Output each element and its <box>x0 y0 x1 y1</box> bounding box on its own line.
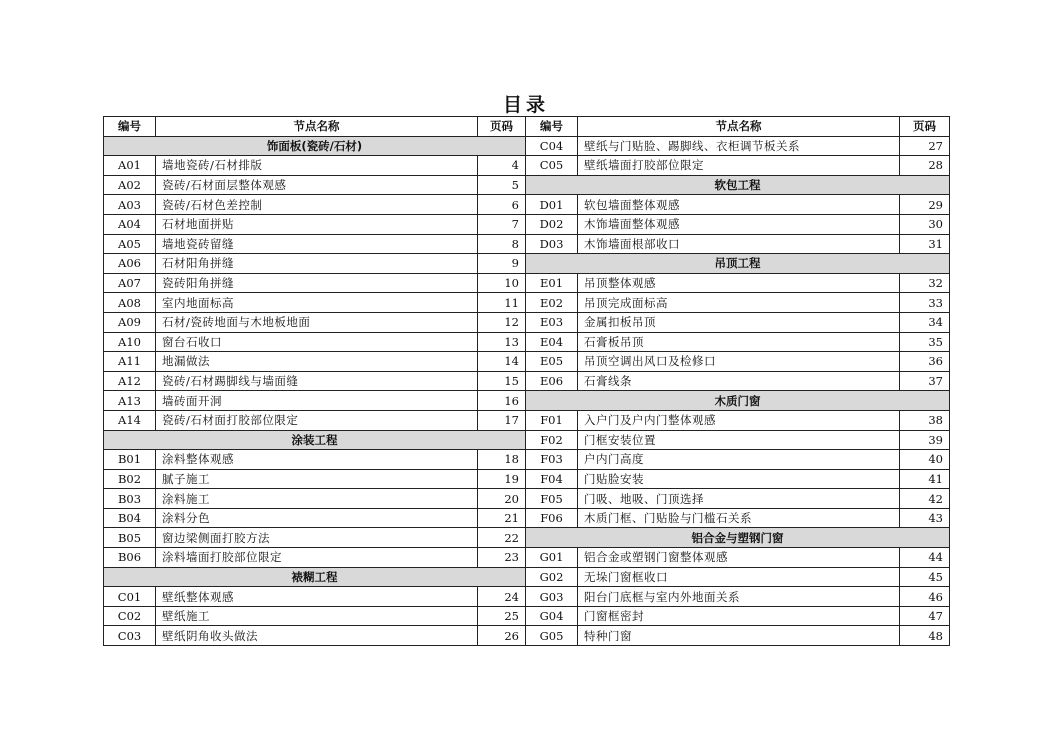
section-row <box>104 430 526 450</box>
toc-entry-row <box>526 430 950 450</box>
entry-code: C04 <box>526 136 578 156</box>
entry-code: G03 <box>526 587 578 607</box>
entry-name: 石材阳角拼缝 <box>156 254 478 274</box>
entry-page: 44 <box>900 548 950 568</box>
entry-name: 涂料墙面打胶部位限定 <box>156 548 478 568</box>
entry-name: 窗边梁侧面打胶方法 <box>156 528 478 548</box>
entry-page: 24 <box>478 587 526 607</box>
toc-entry-row <box>526 136 950 156</box>
toc-entry-row <box>104 273 526 293</box>
header-code: 编号 <box>104 117 156 137</box>
entry-name: 软包墙面整体观感 <box>578 195 900 215</box>
entry-code: C03 <box>104 626 156 646</box>
toc-entry-row <box>104 332 526 352</box>
entry-page: 30 <box>900 214 950 234</box>
toc-entry-row <box>526 469 950 489</box>
entry-name: 门框安装位置 <box>578 430 900 450</box>
entry-code: B05 <box>104 528 156 548</box>
entry-name: 铝合金或塑钢门窗整体观感 <box>578 548 900 568</box>
entry-page: 9 <box>478 254 526 274</box>
entry-page: 26 <box>478 626 526 646</box>
entry-name: 腻子施工 <box>156 469 478 489</box>
toc-entry-row <box>104 156 526 176</box>
entry-code: G01 <box>526 548 578 568</box>
section-row <box>526 391 950 411</box>
entry-page: 43 <box>900 508 950 528</box>
entry-code: A09 <box>104 312 156 332</box>
entry-code: D03 <box>526 234 578 254</box>
entry-name: 涂料分色 <box>156 508 478 528</box>
toc-entry-row <box>104 312 526 332</box>
entry-code: A06 <box>104 254 156 274</box>
entry-page: 32 <box>900 273 950 293</box>
entry-page: 37 <box>900 371 950 391</box>
entry-code: C01 <box>104 587 156 607</box>
entry-name: 无垛门窗框收口 <box>578 567 900 587</box>
toc-entry-row <box>104 450 526 470</box>
entry-page: 34 <box>900 312 950 332</box>
toc-entry-row <box>104 352 526 372</box>
entry-page: 13 <box>478 332 526 352</box>
entry-page: 47 <box>900 606 950 626</box>
toc-entry-row <box>104 410 526 430</box>
header-row <box>104 117 526 137</box>
entry-code: A13 <box>104 391 156 411</box>
entry-code: F04 <box>526 469 578 489</box>
toc-entry-row <box>526 156 950 176</box>
entry-code: E03 <box>526 312 578 332</box>
entry-name: 吊顶完成面标高 <box>578 293 900 313</box>
entry-code: B06 <box>104 548 156 568</box>
toc-entry-row <box>104 195 526 215</box>
entry-page: 22 <box>478 528 526 548</box>
entry-page: 29 <box>900 195 950 215</box>
entry-code: C02 <box>104 606 156 626</box>
entry-code: A04 <box>104 214 156 234</box>
section-row <box>526 175 950 195</box>
entry-page: 8 <box>478 234 526 254</box>
toc-entry-row <box>526 489 950 509</box>
toc-entry-row <box>526 214 950 234</box>
header-name: 节点名称 <box>156 117 478 137</box>
entry-name: 壁纸墙面打胶部位限定 <box>578 156 900 176</box>
section-title: 铝合金与塑钢门窗 <box>526 528 950 548</box>
header-page: 页码 <box>478 117 526 137</box>
entry-code: F05 <box>526 489 578 509</box>
entry-page: 18 <box>478 450 526 470</box>
toc-entry-row <box>104 548 526 568</box>
entry-code: A05 <box>104 234 156 254</box>
entry-page: 14 <box>478 352 526 372</box>
section-title: 吊顶工程 <box>526 254 950 274</box>
page-title: 目录 <box>502 94 549 116</box>
toc-entry-row <box>526 626 950 646</box>
entry-code: A14 <box>104 410 156 430</box>
entry-code: F06 <box>526 508 578 528</box>
entry-code: G05 <box>526 626 578 646</box>
entry-page: 35 <box>900 332 950 352</box>
entry-page: 41 <box>900 469 950 489</box>
entry-code: B04 <box>104 508 156 528</box>
entry-name: 涂料整体观感 <box>156 450 478 470</box>
entry-code: B01 <box>104 450 156 470</box>
entry-code: D01 <box>526 195 578 215</box>
entry-page: 42 <box>900 489 950 509</box>
entry-name: 石膏板吊顶 <box>578 332 900 352</box>
entry-page: 46 <box>900 587 950 607</box>
toc-entry-row <box>104 371 526 391</box>
entry-page: 7 <box>478 214 526 234</box>
entry-page: 10 <box>478 273 526 293</box>
section-row <box>104 567 526 587</box>
section-row <box>526 254 950 274</box>
entry-name: 墙砖面开洞 <box>156 391 478 411</box>
section-title: 软包工程 <box>526 175 950 195</box>
entry-name: 墙地瓷砖/石材排版 <box>156 156 478 176</box>
entry-name: 瓷砖/石材踢脚线与墙面缝 <box>156 371 478 391</box>
entry-name: 壁纸阴角收头做法 <box>156 626 478 646</box>
entry-name: 涂料施工 <box>156 489 478 509</box>
toc-entry-row <box>526 450 950 470</box>
toc-entry-row <box>526 371 950 391</box>
entry-name: 窗台石收口 <box>156 332 478 352</box>
entry-name: 阳台门底框与室内外地面关系 <box>578 587 900 607</box>
entry-code: A11 <box>104 352 156 372</box>
entry-name: 吊顶空调出风口及检修口 <box>578 352 900 372</box>
section-title: 涂装工程 <box>104 430 526 450</box>
header-code: 编号 <box>526 117 578 137</box>
toc-entry-row <box>526 234 950 254</box>
toc-entry-row <box>104 234 526 254</box>
entry-page: 19 <box>478 469 526 489</box>
entry-page: 45 <box>900 567 950 587</box>
entry-page: 5 <box>478 175 526 195</box>
toc-entry-row <box>526 606 950 626</box>
entry-name: 瓷砖阳角拼缝 <box>156 273 478 293</box>
toc-entry-row <box>526 293 950 313</box>
section-title: 饰面板(瓷砖/石材) <box>104 136 526 156</box>
toc-entry-row <box>104 175 526 195</box>
entry-name: 石材地面拼贴 <box>156 214 478 234</box>
entry-page: 17 <box>478 410 526 430</box>
toc-entry-row <box>526 352 950 372</box>
entry-code: E05 <box>526 352 578 372</box>
entry-page: 25 <box>478 606 526 626</box>
entry-page: 33 <box>900 293 950 313</box>
toc-entry-row <box>526 410 950 430</box>
toc-entry-row <box>526 195 950 215</box>
toc-entry-row <box>104 254 526 274</box>
entry-page: 40 <box>900 450 950 470</box>
entry-name: 石膏线条 <box>578 371 900 391</box>
entry-code: G04 <box>526 606 578 626</box>
entry-name: 木饰墙面整体观感 <box>578 214 900 234</box>
entry-code: A07 <box>104 273 156 293</box>
entry-code: A10 <box>104 332 156 352</box>
toc-table-right <box>525 116 950 646</box>
toc-entry-row <box>104 626 526 646</box>
entry-page: 48 <box>900 626 950 646</box>
toc-entry-row <box>104 391 526 411</box>
entry-name: 室内地面标高 <box>156 293 478 313</box>
entry-code: A08 <box>104 293 156 313</box>
entry-name: 门窗框密封 <box>578 606 900 626</box>
entry-name: 瓷砖/石材面打胶部位限定 <box>156 410 478 430</box>
entry-name: 门吸、地吸、门顶选择 <box>578 489 900 509</box>
entry-name: 地漏做法 <box>156 352 478 372</box>
entry-code: F02 <box>526 430 578 450</box>
toc-entry-row <box>104 587 526 607</box>
entry-page: 4 <box>478 156 526 176</box>
entry-name: 壁纸与门贴脸、踢脚线、衣柜调节板关系 <box>578 136 900 156</box>
toc-entry-row <box>526 587 950 607</box>
entry-code: A12 <box>104 371 156 391</box>
entry-name: 金属扣板吊顶 <box>578 312 900 332</box>
entry-name: 门贴脸安装 <box>578 469 900 489</box>
entry-code: A03 <box>104 195 156 215</box>
section-title: 木质门窗 <box>526 391 950 411</box>
toc-entry-row <box>104 293 526 313</box>
section-row <box>104 136 526 156</box>
toc-entry-row <box>526 332 950 352</box>
entry-page: 23 <box>478 548 526 568</box>
toc-entry-row <box>104 606 526 626</box>
header-name: 节点名称 <box>578 117 900 137</box>
entry-name: 石材/瓷砖地面与木地板地面 <box>156 312 478 332</box>
entry-page: 15 <box>478 371 526 391</box>
toc-entry-row <box>104 528 526 548</box>
entry-name: 壁纸施工 <box>156 606 478 626</box>
entry-page: 27 <box>900 136 950 156</box>
entry-name: 木饰墙面根部收口 <box>578 234 900 254</box>
entry-page: 6 <box>478 195 526 215</box>
entry-name: 入户门及户内门整体观感 <box>578 410 900 430</box>
toc-entry-row <box>526 508 950 528</box>
entry-code: C05 <box>526 156 578 176</box>
entry-page: 12 <box>478 312 526 332</box>
entry-code: G02 <box>526 567 578 587</box>
section-row <box>526 528 950 548</box>
toc-entry-row <box>104 469 526 489</box>
entry-page: 16 <box>478 391 526 411</box>
header-row <box>526 117 950 137</box>
entry-name: 户内门高度 <box>578 450 900 470</box>
toc-entry-row <box>104 508 526 528</box>
toc-body-right <box>526 136 950 645</box>
entry-page: 21 <box>478 508 526 528</box>
entry-code: E02 <box>526 293 578 313</box>
entry-code: F03 <box>526 450 578 470</box>
entry-name: 壁纸整体观感 <box>156 587 478 607</box>
entry-page: 31 <box>900 234 950 254</box>
toc-body-left <box>104 136 526 645</box>
entry-name: 瓷砖/石材面层整体观感 <box>156 175 478 195</box>
entry-page: 28 <box>900 156 950 176</box>
entry-name: 瓷砖/石材色差控制 <box>156 195 478 215</box>
toc-entry-row <box>104 489 526 509</box>
entry-page: 20 <box>478 489 526 509</box>
entry-code: A02 <box>104 175 156 195</box>
entry-code: E06 <box>526 371 578 391</box>
toc-entry-row <box>526 273 950 293</box>
entry-code: E04 <box>526 332 578 352</box>
entry-page: 36 <box>900 352 950 372</box>
toc-entry-row <box>104 214 526 234</box>
toc-entry-row <box>526 567 950 587</box>
entry-name: 墙地瓷砖留缝 <box>156 234 478 254</box>
entry-page: 38 <box>900 410 950 430</box>
entry-code: E01 <box>526 273 578 293</box>
entry-code: D02 <box>526 214 578 234</box>
entry-page: 11 <box>478 293 526 313</box>
entry-page: 39 <box>900 430 950 450</box>
toc-entry-row <box>526 312 950 332</box>
toc-table-left <box>103 116 526 646</box>
entry-name: 吊顶整体观感 <box>578 273 900 293</box>
entry-code: F01 <box>526 410 578 430</box>
section-title: 裱糊工程 <box>104 567 526 587</box>
entry-code: B03 <box>104 489 156 509</box>
entry-name: 木质门框、门贴脸与门槛石关系 <box>578 508 900 528</box>
header-page: 页码 <box>900 117 950 137</box>
entry-code: B02 <box>104 469 156 489</box>
toc-entry-row <box>526 548 950 568</box>
entry-code: A01 <box>104 156 156 176</box>
entry-name: 特种门窗 <box>578 626 900 646</box>
